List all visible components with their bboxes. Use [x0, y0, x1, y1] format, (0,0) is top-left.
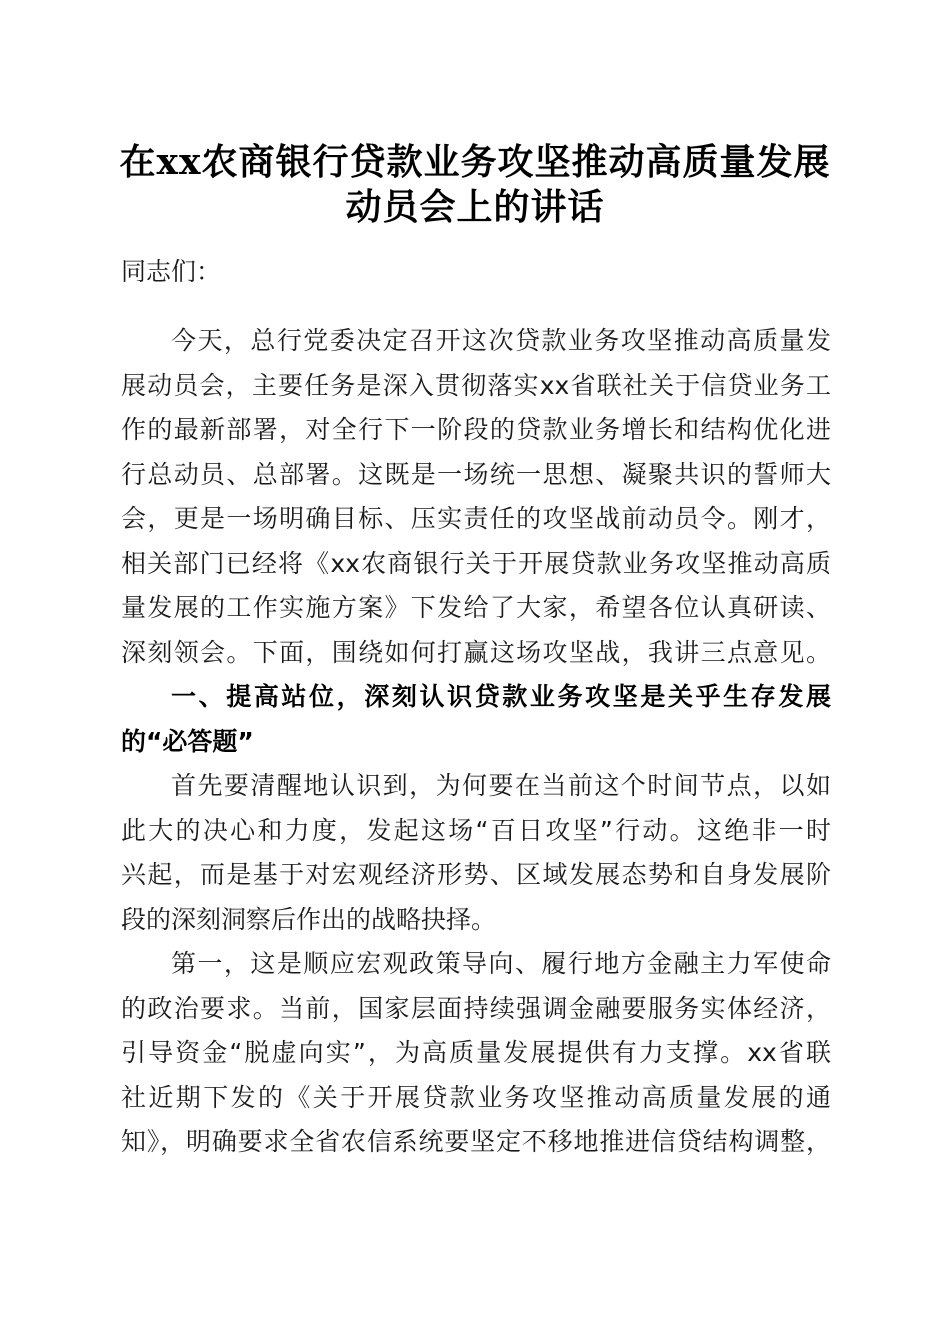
- paragraph-1-line-2: 展动员会，主要任务是深入贯彻落实xx省联社关于信贷业务工: [121, 371, 831, 400]
- paragraph-3-line-5: 知》，明确要求全省农信系统要坚定不移地推进信贷结构调整，: [121, 1127, 831, 1156]
- paragraph-2-line-3: 兴起，而是基于对宏观经济形势、区域发展态势和自身发展阶: [121, 860, 831, 889]
- paragraph-1-line-7: 量发展的工作实施方案》下发给了大家，希望各位认真研读、: [121, 593, 831, 622]
- paragraph-3-line-2: 的政治要求。当前，国家层面持续强调金融要服务实体经济，: [121, 994, 831, 1023]
- paragraph-2-line-2: 此大的决心和力度，发起这场“百日攻坚”行动。这绝非一时: [121, 816, 831, 845]
- paragraph-3-line-1: 第一，这是顺应宏观政策导向、履行地方金融主力军使命: [171, 949, 831, 978]
- salutation: 同志们：: [121, 257, 222, 286]
- paragraph-1-line-5: 会，更是一场明确目标、压实责任的攻坚战前动员令。刚才，: [121, 504, 831, 533]
- paragraph-1-line-8: 深刻领会。下面，围绕如何打赢这场攻坚战，我讲三点意见。: [121, 638, 831, 667]
- section-heading-1-line-1: 一、提高站位，深刻认识贷款业务攻坚是关乎生存发展: [171, 682, 831, 711]
- paragraph-1-line-4: 行总动员、总部署。这既是一场统一思想、凝聚共识的誓师大: [121, 460, 831, 489]
- document-title-line-1: 在xx农商银行贷款业务攻坚推动高质量发展: [119, 141, 831, 183]
- document-title-line-2: 动员会上的讲话: [345, 186, 605, 228]
- paragraph-2-line-4: 段的深刻洞察后作出的战略抉择。: [121, 905, 497, 934]
- paragraph-3-line-4: 社近期下发的《关于开展贷款业务攻坚推动高质量发展的通: [121, 1083, 831, 1112]
- paragraph-1-line-6: 相关部门已经将《xx农商银行关于开展贷款业务攻坚推动高质: [121, 549, 831, 578]
- paragraph-2-line-1: 首先要清醒地认识到，为何要在当前这个时间节点，以如: [171, 771, 831, 800]
- paragraph-1-line-1: 今天，总行党委决定召开这次贷款业务攻坚推动高质量发: [171, 326, 831, 355]
- section-heading-1-line-2: 的“必答题”: [121, 727, 254, 756]
- paragraph-3-line-3: 引导资金“脱虚向实”，为高质量发展提供有力支撑。xx省联: [121, 1038, 831, 1067]
- paragraph-1-line-3: 作的最新部署，对全行下一阶段的贷款业务增长和结构优化进: [121, 415, 831, 444]
